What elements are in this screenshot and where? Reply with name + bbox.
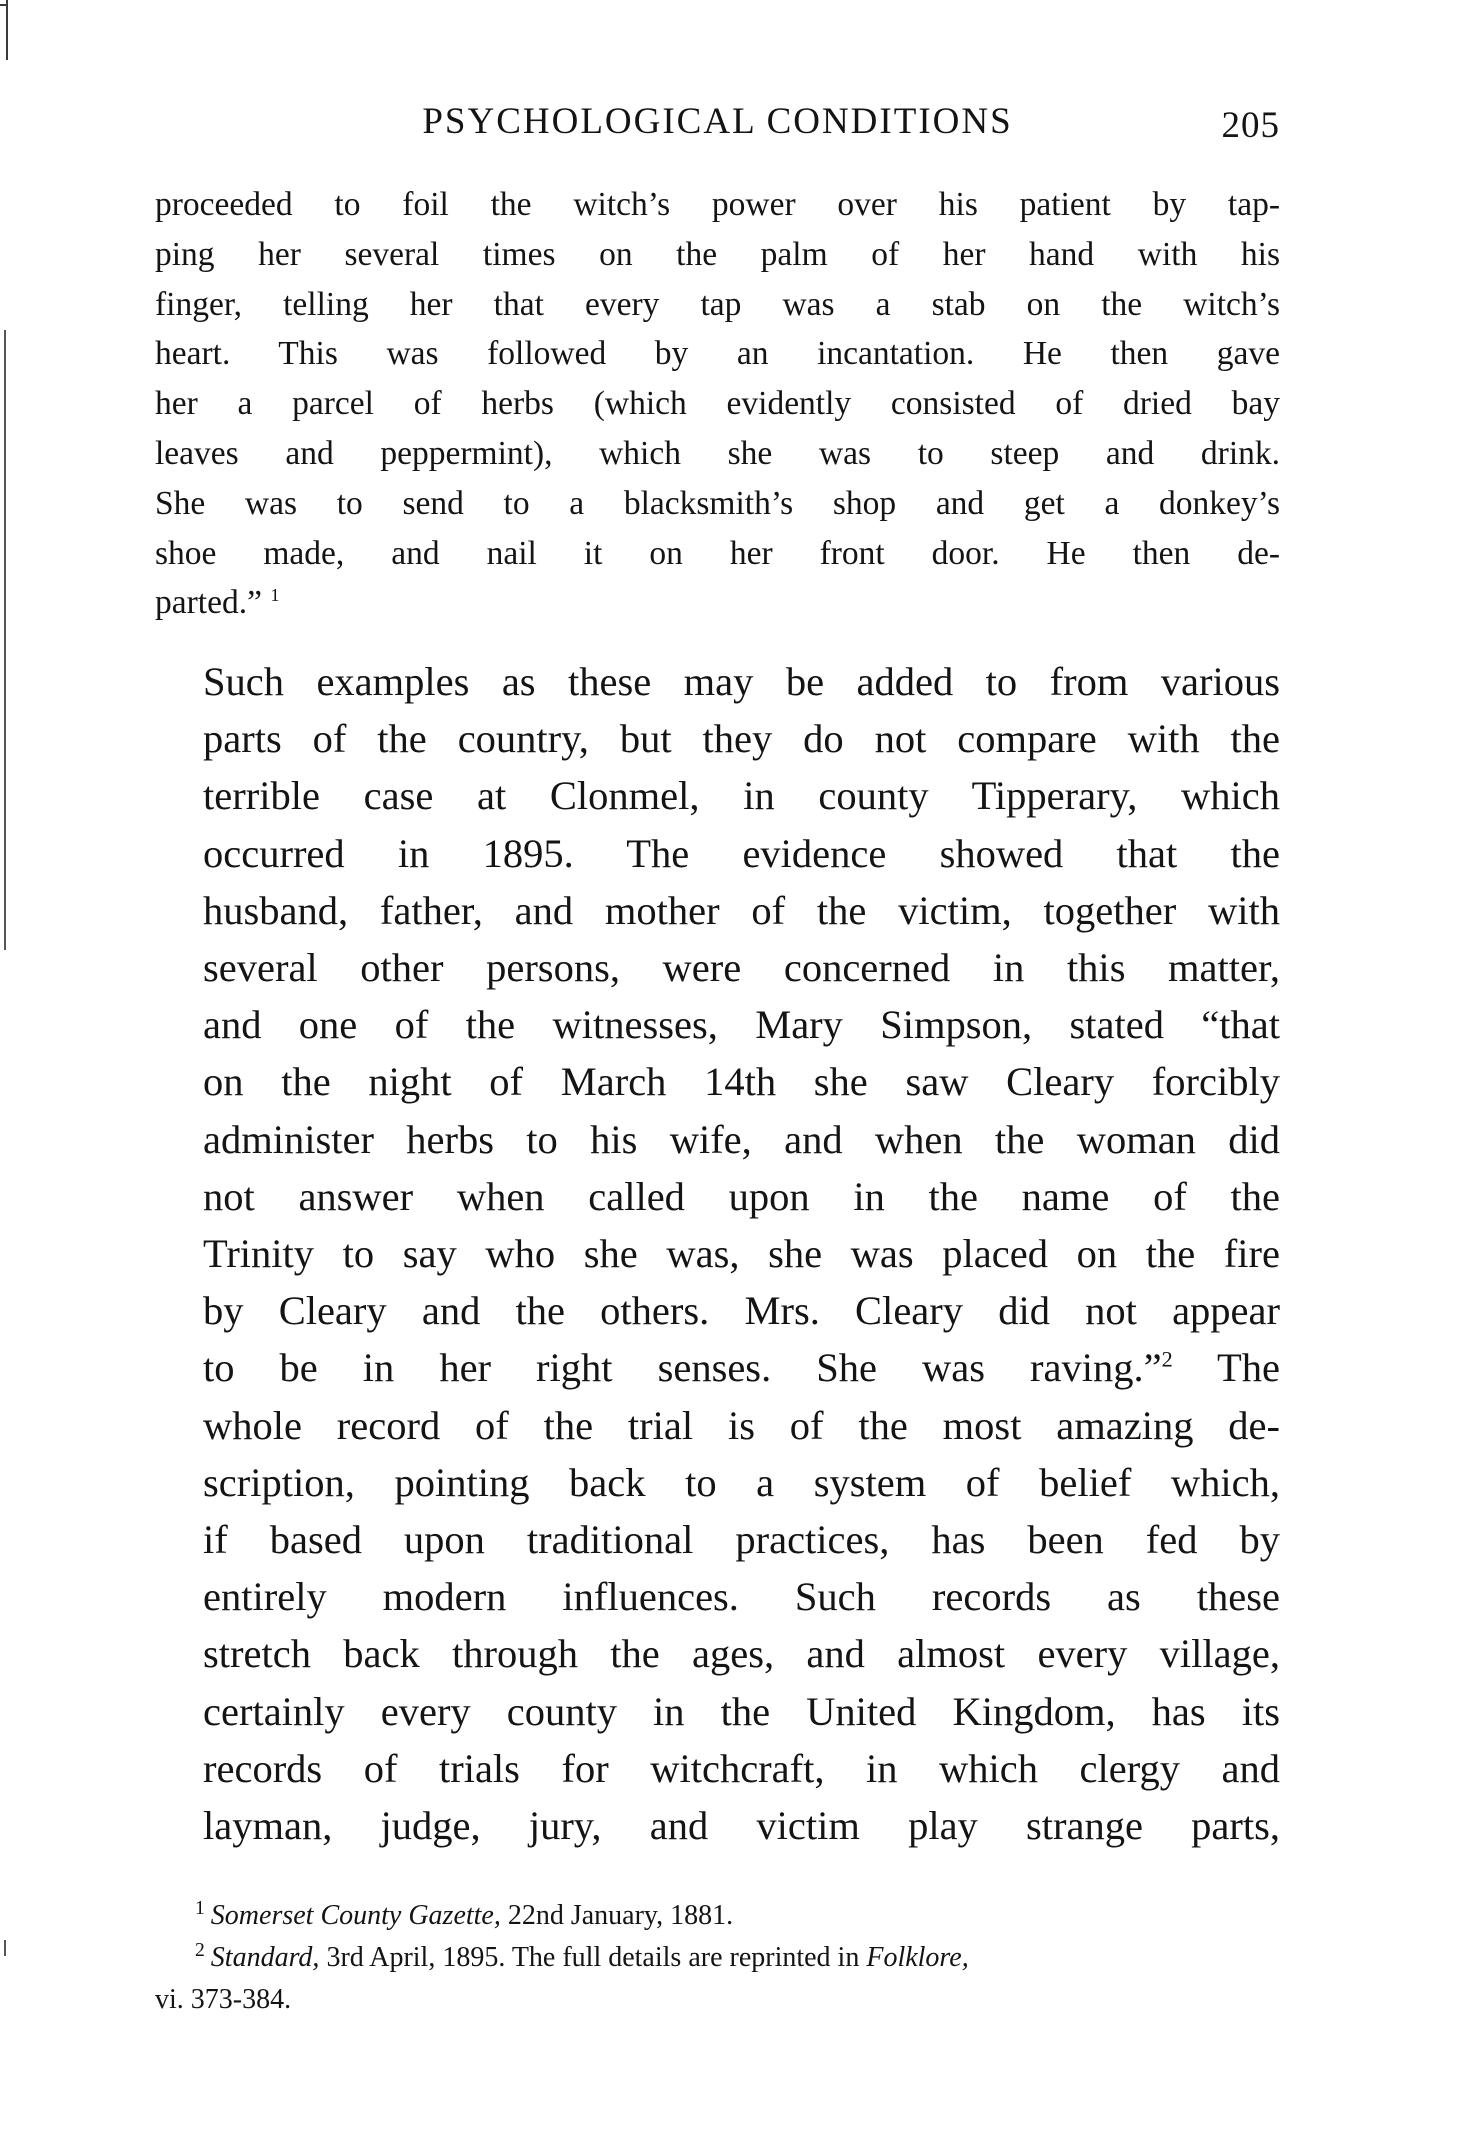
text-line: proceeded to foil the witch’s power over his patient by tap- <box>155 186 1280 223</box>
text-line <box>155 1339 1280 1396</box>
running-head: PSYCHOLOGICAL CONDITIONS <box>422 101 1013 142</box>
page-header <box>155 100 1280 160</box>
text-line: terrible case at Clonmel, in county Tipperary, which <box>203 773 1280 819</box>
footnote-marker: 2 <box>195 1939 205 1961</box>
page-number: 205 <box>1221 105 1280 146</box>
text-line: administer herbs to his wife, and when the woman did <box>203 1116 1280 1162</box>
text-line: on the night of March 14th she saw Cleary forcibly <box>203 1059 1280 1105</box>
text-line: heart. This was followed by an incantation. He then gave <box>155 335 1280 373</box>
text-line: occurred in 1895. The evidence showed that the <box>203 830 1280 876</box>
page-edge-mark <box>4 1940 6 1956</box>
text-fragment: parted.” <box>155 584 262 622</box>
text-line: Such examples as these may be added to from various <box>203 659 1280 704</box>
text-line: records of trials for witchcraft, in which clergy and <box>203 1745 1280 1791</box>
footnote-2 <box>155 1937 1280 1979</box>
page-edge-mark <box>0 4 8 6</box>
text-line: finger, telling her that every tap was a stab on the witch’s <box>155 285 1280 323</box>
footnote-text: 22nd January, 1881. <box>500 1900 734 1931</box>
text-line: not answer when called upon in the name of the <box>203 1173 1280 1219</box>
text-fragment: The <box>1172 1345 1280 1391</box>
text-line: husband, father, and mother of the victim, together with <box>203 887 1280 933</box>
text-line: several other persons, were concerned in this matter, <box>203 945 1280 991</box>
footnotes <box>155 1895 1280 2021</box>
text-line: her a parcel of herbs (which evidently consisted of dried bay <box>155 385 1280 423</box>
footnote-reference: 2 <box>1161 1346 1173 1372</box>
text-line: and one of the witnesses, Mary Simpson, stated “that <box>203 1002 1280 1048</box>
footnote-text: 3rd April, 1895. The full details are reprinted in <box>319 1942 867 1973</box>
footnote-2-continuation: vi. 373-384. <box>155 1984 292 2015</box>
footnote-journal: Folklore, <box>866 1942 969 1973</box>
footnote-marker: 1 <box>195 1897 205 1919</box>
text-line: Trinity to say who she was, she was placed on the fire <box>203 1231 1280 1277</box>
footnote-source: Standard, <box>210 1942 320 1973</box>
text-line: whole record of the trial is of the most amazing de- <box>203 1402 1280 1448</box>
text-line: by Cleary and the others. Mrs. Cleary did not appear <box>203 1288 1280 1334</box>
footnote-1 <box>155 1895 1280 1937</box>
text-line: if based upon traditional practices, has been fed by <box>203 1517 1280 1563</box>
text-fragment: to be in her right senses. She was raving.” <box>203 1345 1162 1391</box>
footnote-source: Somerset County Gazette, <box>210 1900 501 1931</box>
text-line: leaves and peppermint), which she was to steep and drink. <box>155 434 1280 472</box>
text-line: shoe made, and nail it on her front door. He then de- <box>155 534 1280 572</box>
paragraph-continuation <box>155 180 1280 628</box>
page-edge-mark <box>6 0 8 60</box>
text-line: entirely modern influences. Such records as these <box>203 1574 1280 1620</box>
text-line: layman, judge, jury, and victim play strange parts, <box>203 1803 1280 1849</box>
text-line <box>155 578 1280 628</box>
text-line: scription, pointing back to a system of belief which, <box>203 1459 1280 1505</box>
text-line: parts of the country, but they do not compare with the <box>203 716 1280 762</box>
paragraph-main <box>155 653 1280 1854</box>
text-line: ping her several times on the palm of her hand with his <box>155 235 1280 273</box>
footnote-reference: 1 <box>270 585 280 606</box>
page-edge-mark <box>4 330 6 950</box>
text-line: She was to send to a blacksmith’s shop and get a donkey’s <box>155 484 1280 522</box>
text-line: stretch back through the ages, and almost every village, <box>203 1631 1280 1677</box>
text-line: certainly every county in the United Kingdom, has its <box>203 1688 1280 1734</box>
